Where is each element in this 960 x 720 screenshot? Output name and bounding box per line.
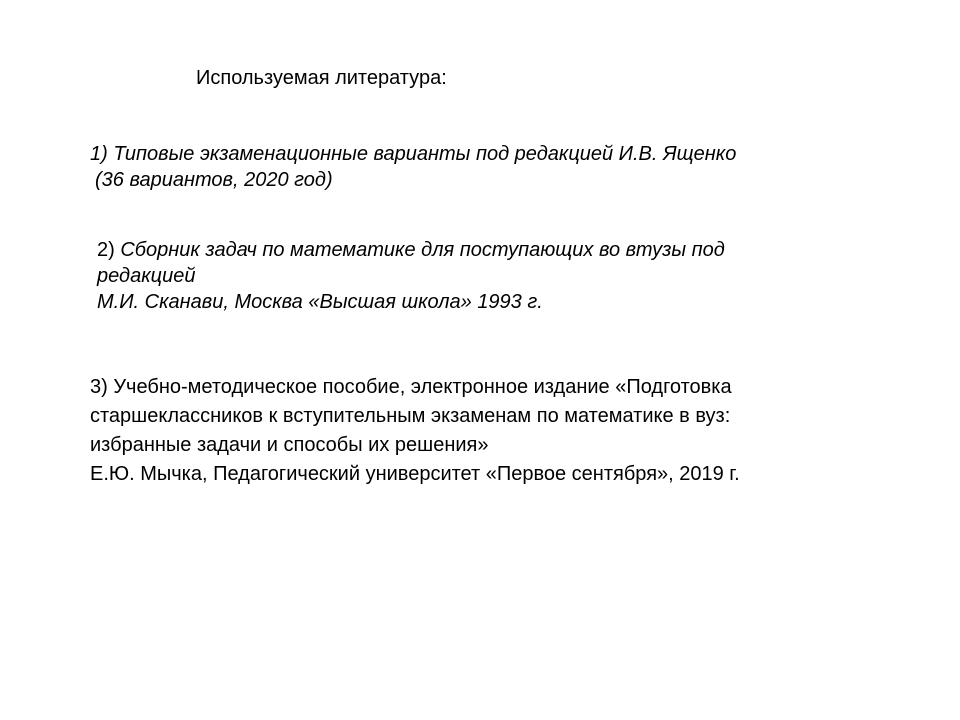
reference-1-line-1: 1) Типовые экзаменационные варианты под редакцией И.В. Ященко [90, 143, 737, 165]
reference-3-line-3: избранные задачи и способы их решения» [90, 434, 489, 456]
page-title: Используемая литература: [196, 67, 447, 89]
reference-3-line-1: 3) Учебно-методическое пособие, электронное издание «Подготовка [90, 376, 732, 398]
reference-1-line-2: (36 вариантов, 2020 год) [95, 169, 333, 191]
reference-2-title-part-1: Сборник задач по математике для поступающих во втузы под [120, 239, 725, 261]
reference-3-line-2: старшеклассников к вступительным экзаменам по математике в вуз: [90, 405, 731, 427]
reference-item-3 [90, 373, 740, 489]
reference-2-line-3: М.И. Сканави, Москва «Высшая школа» 1993 г. [97, 291, 543, 313]
reference-2-number: 2) [97, 239, 121, 261]
reference-item-2 [97, 237, 725, 315]
reference-2-line-1 [97, 237, 725, 263]
reference-3-line-4: Е.Ю. Мычка, Педагогический университет «Первое сентября», 2019 г. [90, 463, 740, 485]
reference-2-line-2: редакцией [97, 265, 196, 287]
reference-item-1 [90, 141, 736, 193]
